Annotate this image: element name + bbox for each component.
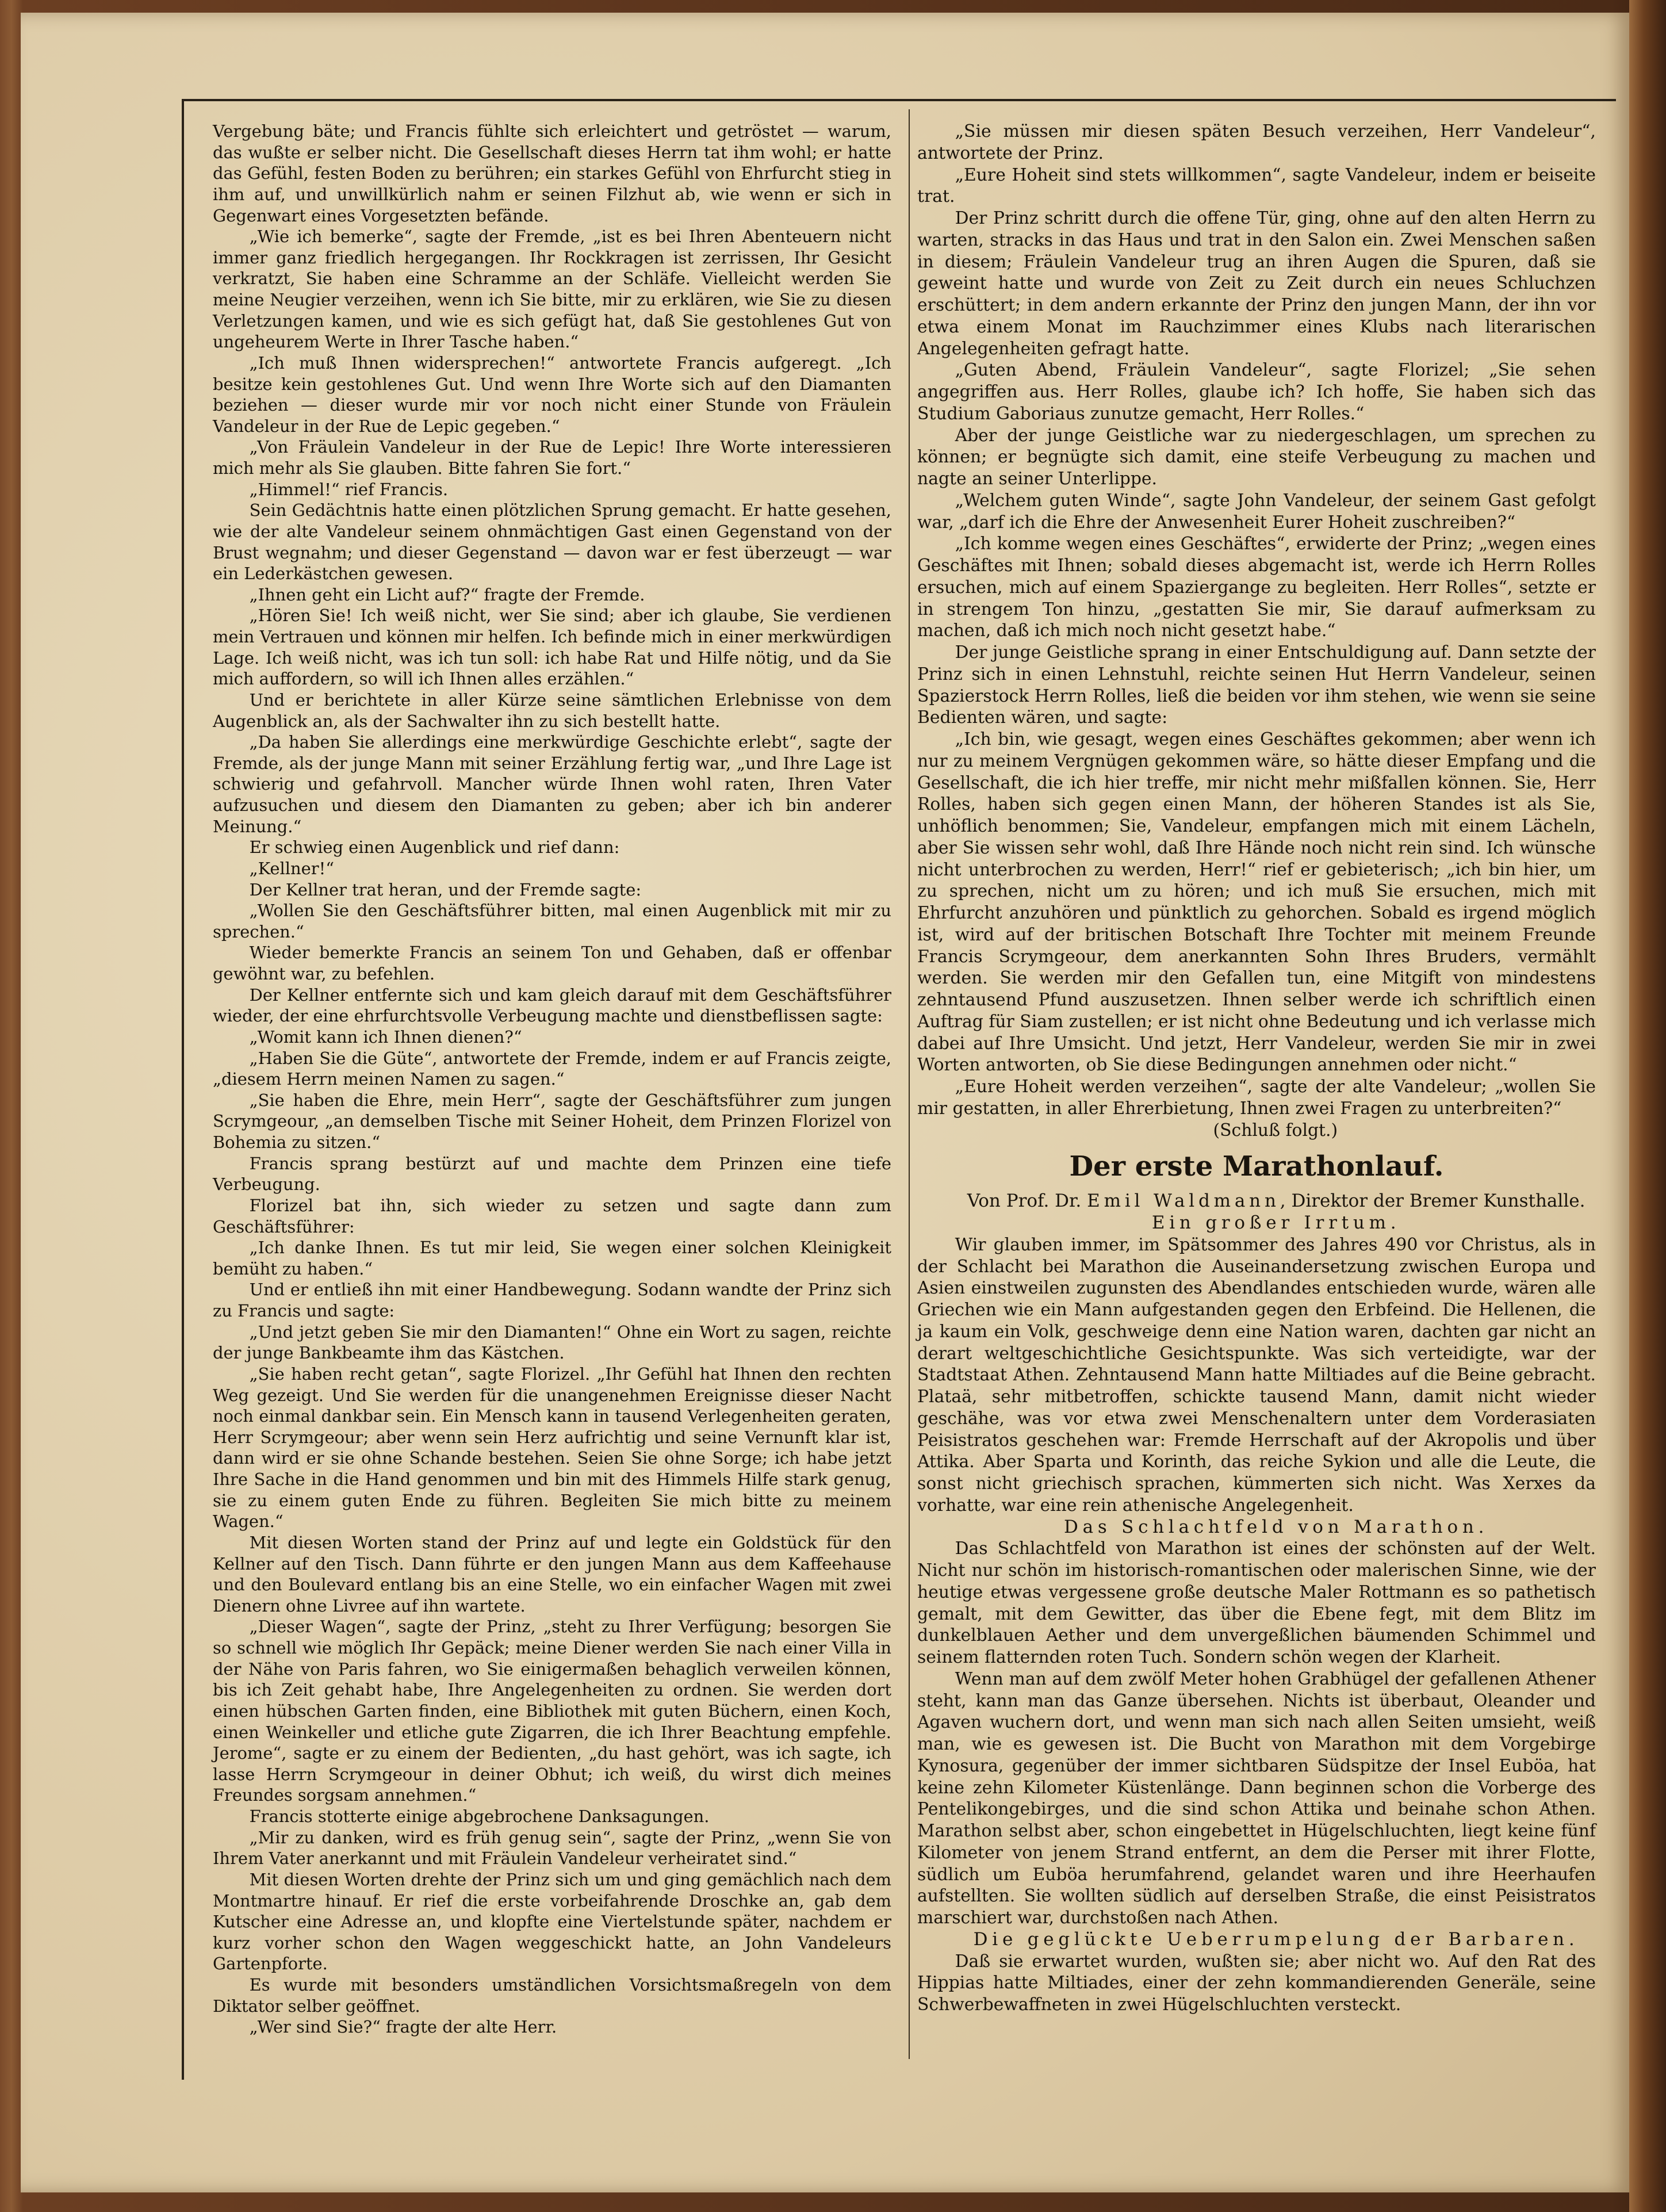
paragraph: „Ihnen geht ein Licht auf?“ fragte der Fremde. xyxy=(249,584,645,604)
paragraph: Der junge Geistliche sprang in einer Entschuldigung auf. Dann setzte der Prinz sich in einen Lehnstuhl, reichte seinen Hut Herrn Vandeleur, seinen Spazierstock Herrn Rolles, ließ die beiden vor ihm stehen, wie wenn sie seine Bedienten wären, und sagte: xyxy=(917,642,1596,728)
paragraph: Der Prinz schritt durch die offene Tür, ging, ohne auf den alten Herrn zu warten, stracks in das Haus und trat in den Salon ein. Zwei Menschen saßen in diesem; Fräulein Vandeleur trug an ihren Augen die Spuren, daß sie geweint hatte und wurde von Zeit zu Zeit durch ein neues Schluchzen erschüttert; in dem andern erkannte der Prinz den jungen Mann, der ihn vor etwa einem Monat im Rauchzimmer eines Klubs nach literarischen Angelegenheiten gefragt hatte. xyxy=(917,208,1596,359)
article-byline xyxy=(917,1191,1596,1212)
byline-prefix: Von Prof. Dr. xyxy=(967,1191,1082,1212)
paragraph: Er schwieg einen Augenblick und rief dann: xyxy=(249,837,620,858)
section-3-body xyxy=(917,1951,1596,2016)
section-heading-1: Ein großer Irrtum. xyxy=(1151,1212,1401,1233)
paragraph: Francis sprang bestürzt auf und machte dem Prinzen eine tiefe Verbeugung. xyxy=(213,1153,891,1195)
paragraph: „Ich bin, wie gesagt, wegen eines Geschäftes gekommen; aber wenn ich nur zu meinem Vergnügen gekommen wäre, so hätte dieser Empfang und die Gesellschaft, die ich hier treffe, mir nicht mehr mißfallen können. Sie, Herr Rolles, haben sich gegen einen Mann, der höheren Standes ist als Sie, unhöflich benommen; Sie, Vandeleur, empfangen mich mit einem Lächeln, aber Sie wissen sehr wohl, daß Ihre Hände noch nicht rein sind. Ich wünsche nicht unterbrochen zu werden, Herr!“ rief er gebieterisch; „ich bin hier, um zu sprechen, nicht um zu hören; und ich muß Sie ersuchen, mich mit Ehrfurcht anzuhören und pünktlich zu gehorchen. Sobald es irgend möglich ist, wird auf der britischen Botschaft Ihre Tochter mit meinem Freunde Francis Scrymgeour, dem anerkannten Sohn Ihres Bruders, vermählt werden. Sie werden mir den Gefallen tun, eine Mitgift von mindestens zehntausend Pfund auszusetzen. Ihnen selber werde ich schriftlich einen Auftrag für Siam zustellen; er ist nicht ohne Bedeutung und ich verlasse mich dabei auf Ihre Umsicht. Und jetzt, Herr Vandeleur, werden Sie mir in zwei Worten antworten, ob Sie diese Bedingungen annehmen oder nicht.“ xyxy=(917,729,1596,1076)
paragraph: Der Kellner trat heran, und der Fremde sagte: xyxy=(249,879,642,900)
paragraph: Vergebung bäte; und Francis fühlte sich erleichtert und getröstet — warum, das wußte er selber nicht. Die Gesellschaft dieses Herrn tat ihm wohl; er hatte das Gefühl, festen Boden zu berühren; ein starkes Gefühl von Ehrfurcht stieg in ihm auf, und unwillkürlich nahm er seinen Filzhut ab, wie wenn er sich in Gegenwart eines Vorgesetzten befände. xyxy=(213,121,891,225)
section-heading-3: Die geglückte Ueberrumpelung der Barbaren. xyxy=(973,1928,1579,1950)
paragraph: Und er berichtete in aller Kürze seine sämtlichen Erlebnisse von dem Augenblick an, als der Sachwalter ihn zu sich bestellt hatte. xyxy=(213,690,891,731)
section-2-body xyxy=(917,1538,1596,1929)
paragraph: Das Schlachtfeld von Marathon ist eines der schönsten auf der Welt. Nicht nur schön im historisch-romantischen oder malerischen Sinne, wie der heutige etwas vergessene große deutsche Maler Rottmann es so pathetisch gemalt, mit dem Gewitter, das über die Ebene fegt, mit dem Blitz im dunkelblauen Aether und dem unvergeßlichen bäumenden Schimmel und seinem flatternden roten Tuch. Sondern schön wegen der Klarheit. xyxy=(917,1539,1596,1667)
paragraph: „Da haben Sie allerdings eine merkwürdige Geschichte erlebt“, sagte der Fremde, als der junge Mann mit seiner Erzählung fertig war, „und Ihre Lage ist schwierig und gefahrvoll. Mancher würde Ihnen wohl raten, Ihren Vater aufzusuchen und diesem den Diamanten zu geben; aber ich bin anderer Meinung.“ xyxy=(213,732,891,836)
paragraph: „Wer sind Sie?“ fragte der alte Herr. xyxy=(249,2017,557,2037)
paragraph: „Womit kann ich Ihnen dienen?“ xyxy=(249,1027,522,1047)
book-edge xyxy=(1629,0,1666,2212)
paragraph: Aber der junge Geistliche war zu niedergeschlagen, um sprechen zu können; er begnügte sich damit, eine steife Verbeugung zu machen und nagte an seiner Unterlippe. xyxy=(917,425,1596,489)
paragraph: „Himmel!“ rief Francis. xyxy=(249,479,449,499)
paragraph: „Ich muß Ihnen widersprechen!“ antwortete Francis aufgeregt. „Ich besitze kein gestohlenes Gut. Und wenn Ihre Worte sich auf den Diamanten beziehen — dieser wurde mir vor noch nicht einer Stunde von Fräulein Vandeleur in der Rue de Lepic gegeben.“ xyxy=(213,353,891,436)
paragraph: „Dieser Wagen“, sagte der Prinz, „steht zu Ihrer Verfügung; besorgen Sie so schnell wie möglich Ihr Gepäck; meine Diener werden Sie nach einer Villa in der Nähe von Paris fahren, wo Sie einigermaßen behaglich verweilen können, bis ich Zeit gehabt habe, Ihre Angelegenheiten zu ordnen. Sie werden dort einen hübschen Garten finden, eine Bibliothek mit guten Büchern, einen Koch, einen Weinkeller und etliche gute Zigarren, die ich Ihrer Beachtung empfehle. Jerome“, sagte er zu einem der Bedienten, „du hast gehört, was ich sagte, ich lasse Herrn Scrymgeour in deiner Obhut; ich weiß, du wirst dich meines Freundes sorgsam annehmen.“ xyxy=(213,1617,891,1805)
paragraph: „Wie ich bemerke“, sagte der Fremde, „ist es bei Ihren Abenteuern nicht immer ganz friedlich hergegangen. Ihr Rockkragen ist zerrissen, Ihr Gesicht verkratzt, Sie haben eine Schramme an der Schläfe. Vielleicht werden Sie meine Neugier verzeihen, wenn ich Sie bitte, mir zu erklären, wie Sie zu diesen Verletzungen kamen, und wie es sich gefügt hat, daß Sie gestohlenes Gut von ungeheurem Werte in Ihrer Tasche haben.“ xyxy=(213,227,891,352)
paragraph: Wir glauben immer, im Spätsommer des Jahres 490 vor Christus, als in der Schlacht bei Marathon die Auseinandersetzung zwischen Europa und Asien einstweilen zugunsten des Abendlandes entschieden wurde, wären alle Griechen wie ein Mann aufgestanden gegen den Erbfeind. Die Hellenen, die ja kaum ein Volk, geschweige denn eine Nation waren, dachten gar nicht an derart weltgeschichtliche Gesichtspunkte. Was sich verteidigte, war der Stadtstaat Athen. Zehntausend Mann hatte Miltiades auf die Beine gebracht. Plataä, sehr mitbetroffen, schickte tausend Mann, damit nicht wieder geschähe, was vor etwa zwei Menschenaltern unter dem Vorderasiaten Peisistratos geschehen war: Fremde Herrschaft auf der Akropolis und über Attika. Aber Sparta und Korinth, das reiche Sykion und alle die Leute, die sonst nicht griechisch sprachen, kümmerten sich nicht. Was Xerxes da vorhatte, war eine rein athenische Angelegenheit. xyxy=(917,1234,1596,1516)
section-1-body xyxy=(917,1234,1596,1517)
paragraph: „Und jetzt geben Sie mir den Diamanten!“ Ohne ein Wort zu sagen, reichte der junge Bankbeamte ihm das Kästchen. xyxy=(213,1322,891,1363)
article-title: Der erste Marathonlauf. xyxy=(1069,1150,1444,1183)
paragraph: „Wollen Sie den Geschäftsführer bitten, mal einen Augenblick mit mir zu sprechen.“ xyxy=(213,901,891,942)
paragraph: „Sie haben die Ehre, mein Herr“, sagte der Geschäftsführer zum jungen Scrymgeour, „an demselben Tische mit Seiner Hoheit, dem Prinzen Florizel von Bohemia zu sitzen.“ xyxy=(213,1090,891,1152)
continued-note: (Schluß folgt.) xyxy=(1213,1120,1338,1141)
paragraph: „Sie haben recht getan“, sagte Florizel. „Ihr Gefühl hat Ihnen den rechten Weg gezeigt. Und Sie werden für die unangenehmen Ereignisse dieser Nacht noch einmal dankbar sein. Ein Mensch kann in tausend Verlegenheiten geraten, Herr Scrymgeour; aber wenn sein Herz aufrichtig und seine Vernunft klar ist, dann wird er sie ohne Schande bestehen. Seien Sie ohne Sorge; ich habe jetzt Ihre Sache in die Hand genommen und bin mit des Himmels Hilfe stark genug, sie zu einem guten Ende zu führen. Begleiten Sie mich bitte zu meinem Wagen.“ xyxy=(213,1364,891,1532)
byline-author: Emil Waldmann xyxy=(1087,1191,1280,1212)
paragraph: „Mir zu danken, wird es früh genug sein“, sagte der Prinz, „wenn Sie von Ihrem Vater anerkannt und mit Fräulein Vandeleur verheiratet sind.“ xyxy=(213,1827,891,1869)
byline-suffix: , Direktor der Bremer Kunsthalle. xyxy=(1280,1191,1585,1212)
right-column xyxy=(917,121,1596,2016)
column-divider xyxy=(909,109,910,2059)
paragraph: Es wurde mit besonders umständlichen Vorsichtsmaßregeln von dem Diktator selber geöffnet. xyxy=(213,1975,891,2016)
paragraph: „Guten Abend, Fräulein Vandeleur“, sagte Florizel; „Sie sehen angegriffen aus. Herr Rolles, glaube ich? Ich hoffe, Sie haben sich das Studium Gaboriaus zunutze gemacht, Herr Rolles.“ xyxy=(917,360,1596,424)
paragraph: Daß sie erwartet wurden, wußten sie; aber nicht wo. Auf den Rat des Hippias hatte Miltiades, einer der zehn kommandierenden Generäle, seine Schwerbewaffneten in zwei Hügelschluchten versteckt. xyxy=(917,1951,1596,2015)
paragraph: Mit diesen Worten drehte der Prinz sich um und ging gemächlich nach dem Montmartre hinauf. Er rief die erste vorbeifahrende Droschke an, gab dem Kutscher eine Adresse an, und klopfte eine Viertelstunde später, nachdem er kurz vorher schon den Wagen weggeschickt hatte, an John Vandeleurs Gartenpforte. xyxy=(213,1869,891,1974)
paragraph: „Kellner!“ xyxy=(249,858,334,878)
paragraph: Francis stotterte einige abgebrochene Danksagungen. xyxy=(249,1807,710,1826)
paragraph: Florizel bat ihn, sich wieder zu setzen und sagte dann zum Geschäftsführer: xyxy=(213,1195,891,1237)
paragraph: „Eure Hoheit werden verzeihen“, sagte der alte Vandeleur; „wollen Sie mir gestatten, in aller Ehrerbietung, Ihnen zwei Fragen zu unterbreiten?“ xyxy=(917,1077,1596,1119)
paragraph: Sein Gedächtnis hatte einen plötzlichen Sprung gemacht. Er hatte gesehen, wie der alte Vandeleur seinem ohnmächtigen Gast einen Gegenstand von der Brust wegnahm; und dieser Gegenstand — davon war er fest überzeugt — war ein Lederkästchen gewesen. xyxy=(213,500,891,584)
paragraph: Mit diesen Worten stand der Prinz auf und legte ein Goldstück für den Kellner auf den Tisch. Dann führte er den jungen Mann aus dem Kaffeehause und den Boulevard entlang bis an eine Stelle, wo ein einfacher Wagen mit zwei Dienern ohne Livree auf ihn wartete. xyxy=(213,1532,891,1616)
paragraph: „Welchem guten Winde“, sagte John Vandeleur, der seinem Gast gefolgt war, „darf ich die Ehre der Anwesenheit Eurer Hoheit zuschreiben?“ xyxy=(917,490,1596,533)
paragraph: „Ich danke Ihnen. Es tut mir leid, Sie wegen einer solchen Kleinigkeit bemüht zu haben.“ xyxy=(213,1238,891,1279)
paragraph: Und er entließ ihn mit einer Handbewegung. Sodann wandte der Prinz sich zu Francis und sagte: xyxy=(213,1280,891,1321)
story-continuation xyxy=(917,121,1596,1120)
section-heading-2: Das Schlachtfeld von Marathon. xyxy=(1063,1516,1489,1537)
paragraph: Der Kellner entfernte sich und kam gleich darauf mit dem Geschäftsführer wieder, der eine ehrfurchtsvolle Verbeugung machte und dienstbeflissen sagte: xyxy=(213,985,891,1026)
paragraph: „Ich komme wegen eines Geschäftes“, erwiderte der Prinz; „wegen eines Geschäftes mit Ihnen; sobald dieses abgemacht ist, werde ich Herrn Rolles ersuchen, mich auf einem Spaziergange zu begleiten. Herr Rolles“, setzte er in strengem Ton hinzu, „gestatten Sie mir, Sie darauf aufmerksam zu machen, daß ich mich noch nicht gesetzt habe.“ xyxy=(917,534,1596,641)
paragraph: „Sie müssen mir diesen späten Besuch verzeihen, Herr Vandeleur“, antwortete der Prinz. xyxy=(917,121,1596,163)
paragraph: Wieder bemerkte Francis an seinem Ton und Gehaben, daß er offenbar gewöhnt war, zu befehlen. xyxy=(213,943,891,983)
left-column xyxy=(213,121,891,2038)
paragraph: Wenn man auf dem zwölf Meter hohen Grabhügel der gefallenen Athener steht, kann man das Ganze übersehen. Nichts ist überbaut, Oleander und Agaven wuchern dort, und wenn man sich nach allen Seiten umsieht, weiß man, wie es gewesen ist. Die Bucht von Marathon mit dem Vorgebirge Kynosura, gegenüber der immer sichtbaren Südspitze der Insel Euböa, hat keine zehn Kilometer Küstenlänge. Dann beginnen schon die Vorberge des Pentelikongebirges, und die sind schon Attika und beinahe schon Athen. Marathon selbst aber, schon eingebettet in Hügelschluchten, liegt keine fünf Kilometer von jenem Strand entfernt, an dem die Perser mit ihrer Flotte, südlich um Euböa herumfahrend, gelandet waren und ihre Heerhaufen aufstellten. Sie wollten südlich auf derselben Straße, die einst Peisistratos marschiert war, durchstoßen nach Athen. xyxy=(917,1668,1596,1928)
paragraph: „Hören Sie! Ich weiß nicht, wer Sie sind; aber ich glaube, Sie verdienen mein Vertrauen und können mir helfen. Ich befinde mich in einer merkwürdigen Lage. Ich weiß nicht, was ich tun soll: ich habe Rat und Hilfe nötig, und da Sie mich auffordern, so will ich Ihnen alles erzählen.“ xyxy=(213,606,891,689)
paragraph: „Haben Sie die Güte“, antwortete der Fremde, indem er auf Francis zeigte, „diesem Herrn meinen Namen zu sagen.“ xyxy=(213,1048,891,1089)
paragraph: „Von Fräulein Vandeleur in der Rue de Lepic! Ihre Worte interessieren mich mehr als Sie glauben. Bitte fahren Sie fort.“ xyxy=(213,437,891,478)
paragraph: „Eure Hoheit sind stets willkommen“, sagte Vandeleur, indem er beiseite trat. xyxy=(917,164,1596,207)
